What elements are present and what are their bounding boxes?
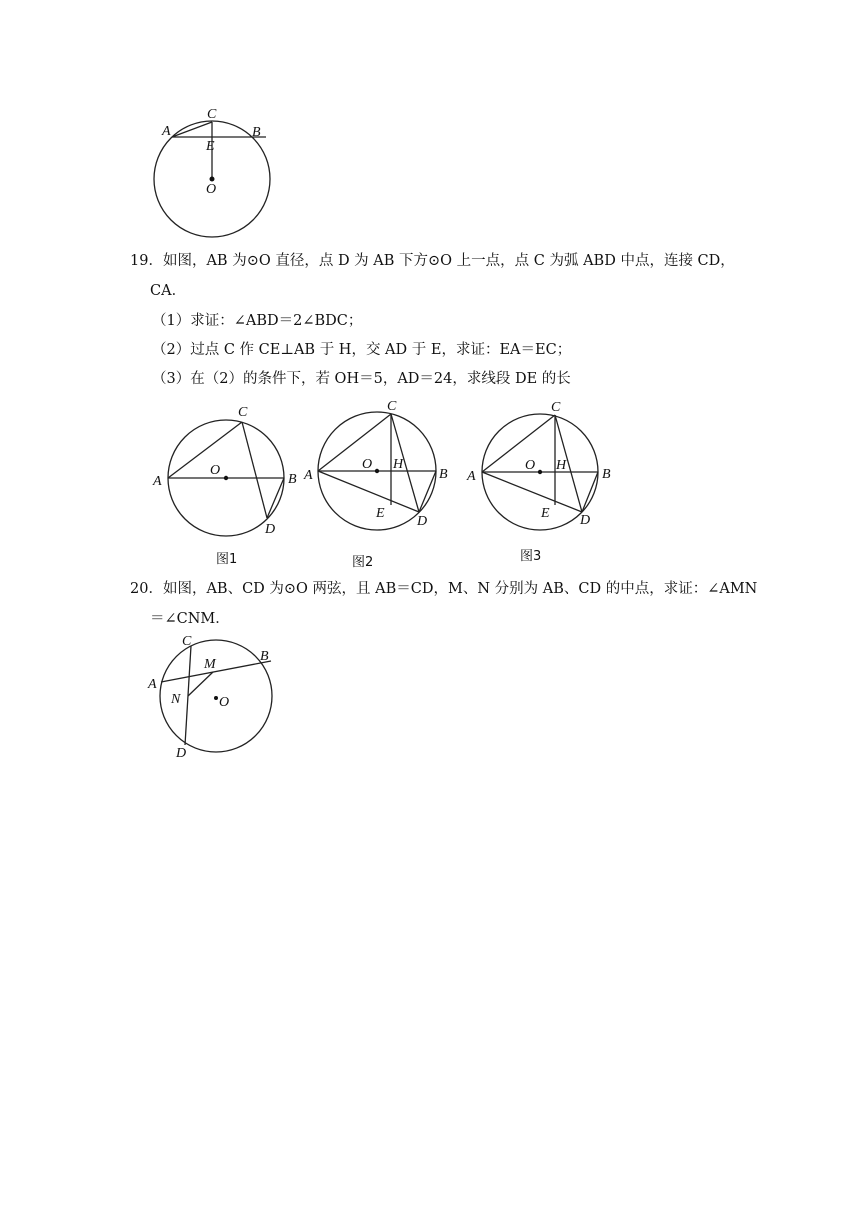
label-A: A bbox=[162, 124, 171, 139]
q19-number: 19． bbox=[130, 253, 163, 269]
q19-figure-1 bbox=[150, 400, 310, 570]
label-H: H bbox=[556, 458, 567, 473]
label-A: A bbox=[304, 468, 313, 483]
label-O: O bbox=[525, 458, 536, 473]
label-D: D bbox=[176, 746, 187, 761]
q20-stem: 如图，AB、CD 为⊙O 两弦，且 AB＝CD，M、N 分别为 AB、CD 的中点，求证：∠AMN bbox=[162, 581, 758, 597]
label-E: E bbox=[541, 506, 550, 521]
label-C: C bbox=[387, 399, 397, 414]
label-M: M bbox=[204, 657, 216, 672]
q19-figure-3 bbox=[464, 398, 624, 568]
label-A: A bbox=[467, 469, 476, 484]
label-B: B bbox=[252, 125, 261, 140]
label-C: C bbox=[238, 405, 248, 420]
label-D: D bbox=[580, 513, 591, 528]
label-O: O bbox=[362, 457, 373, 472]
label-O: O bbox=[206, 182, 217, 197]
label-A: A bbox=[153, 474, 162, 489]
label-B: B bbox=[288, 472, 297, 487]
q19-stem: 如图，AB 为⊙O 直径，点 D 为 AB 下方⊙O 上一点，点 C 为弧 ABD 中点，连接 CD， bbox=[162, 253, 735, 269]
label-A: A bbox=[148, 677, 157, 692]
q19-part1: （1）求证：∠ABD＝2∠BDC； bbox=[152, 313, 363, 329]
q19-part2: （2）过点 C 作 CE⊥AB 于 H，交 AD 于 E，求证：EA＝EC； bbox=[152, 342, 572, 358]
label-E: E bbox=[376, 506, 385, 521]
label-D: D bbox=[417, 514, 428, 529]
q20-line2: ＝∠CNM． bbox=[150, 611, 230, 627]
label-B: B bbox=[602, 467, 611, 482]
figure-circle-chord-perpendicular bbox=[140, 100, 290, 250]
label-C: C bbox=[207, 107, 217, 122]
q19-line1 bbox=[130, 251, 735, 271]
caption-fig2: 图2 bbox=[352, 555, 374, 570]
q20-number: 20． bbox=[130, 581, 163, 597]
caption-fig1: 图1 bbox=[216, 552, 238, 567]
label-C: C bbox=[551, 400, 561, 415]
caption-fig3: 图3 bbox=[520, 549, 542, 564]
label-B: B bbox=[260, 649, 269, 664]
q20-line1 bbox=[130, 579, 757, 599]
q19-figure-2 bbox=[300, 398, 460, 570]
label-H: H bbox=[393, 457, 404, 472]
label-N: N bbox=[171, 692, 181, 707]
q19-line2: CA． bbox=[150, 283, 187, 299]
label-O: O bbox=[219, 695, 230, 710]
q19-part3: （3）在（2）的条件下，若 OH＝5，AD＝24，求线段 DE 的长 bbox=[152, 371, 571, 387]
label-O: O bbox=[210, 463, 221, 478]
label-D: D bbox=[265, 522, 276, 537]
label-E: E bbox=[206, 139, 215, 154]
label-C: C bbox=[182, 634, 192, 649]
label-B: B bbox=[439, 467, 448, 482]
q20-figure bbox=[140, 630, 290, 770]
